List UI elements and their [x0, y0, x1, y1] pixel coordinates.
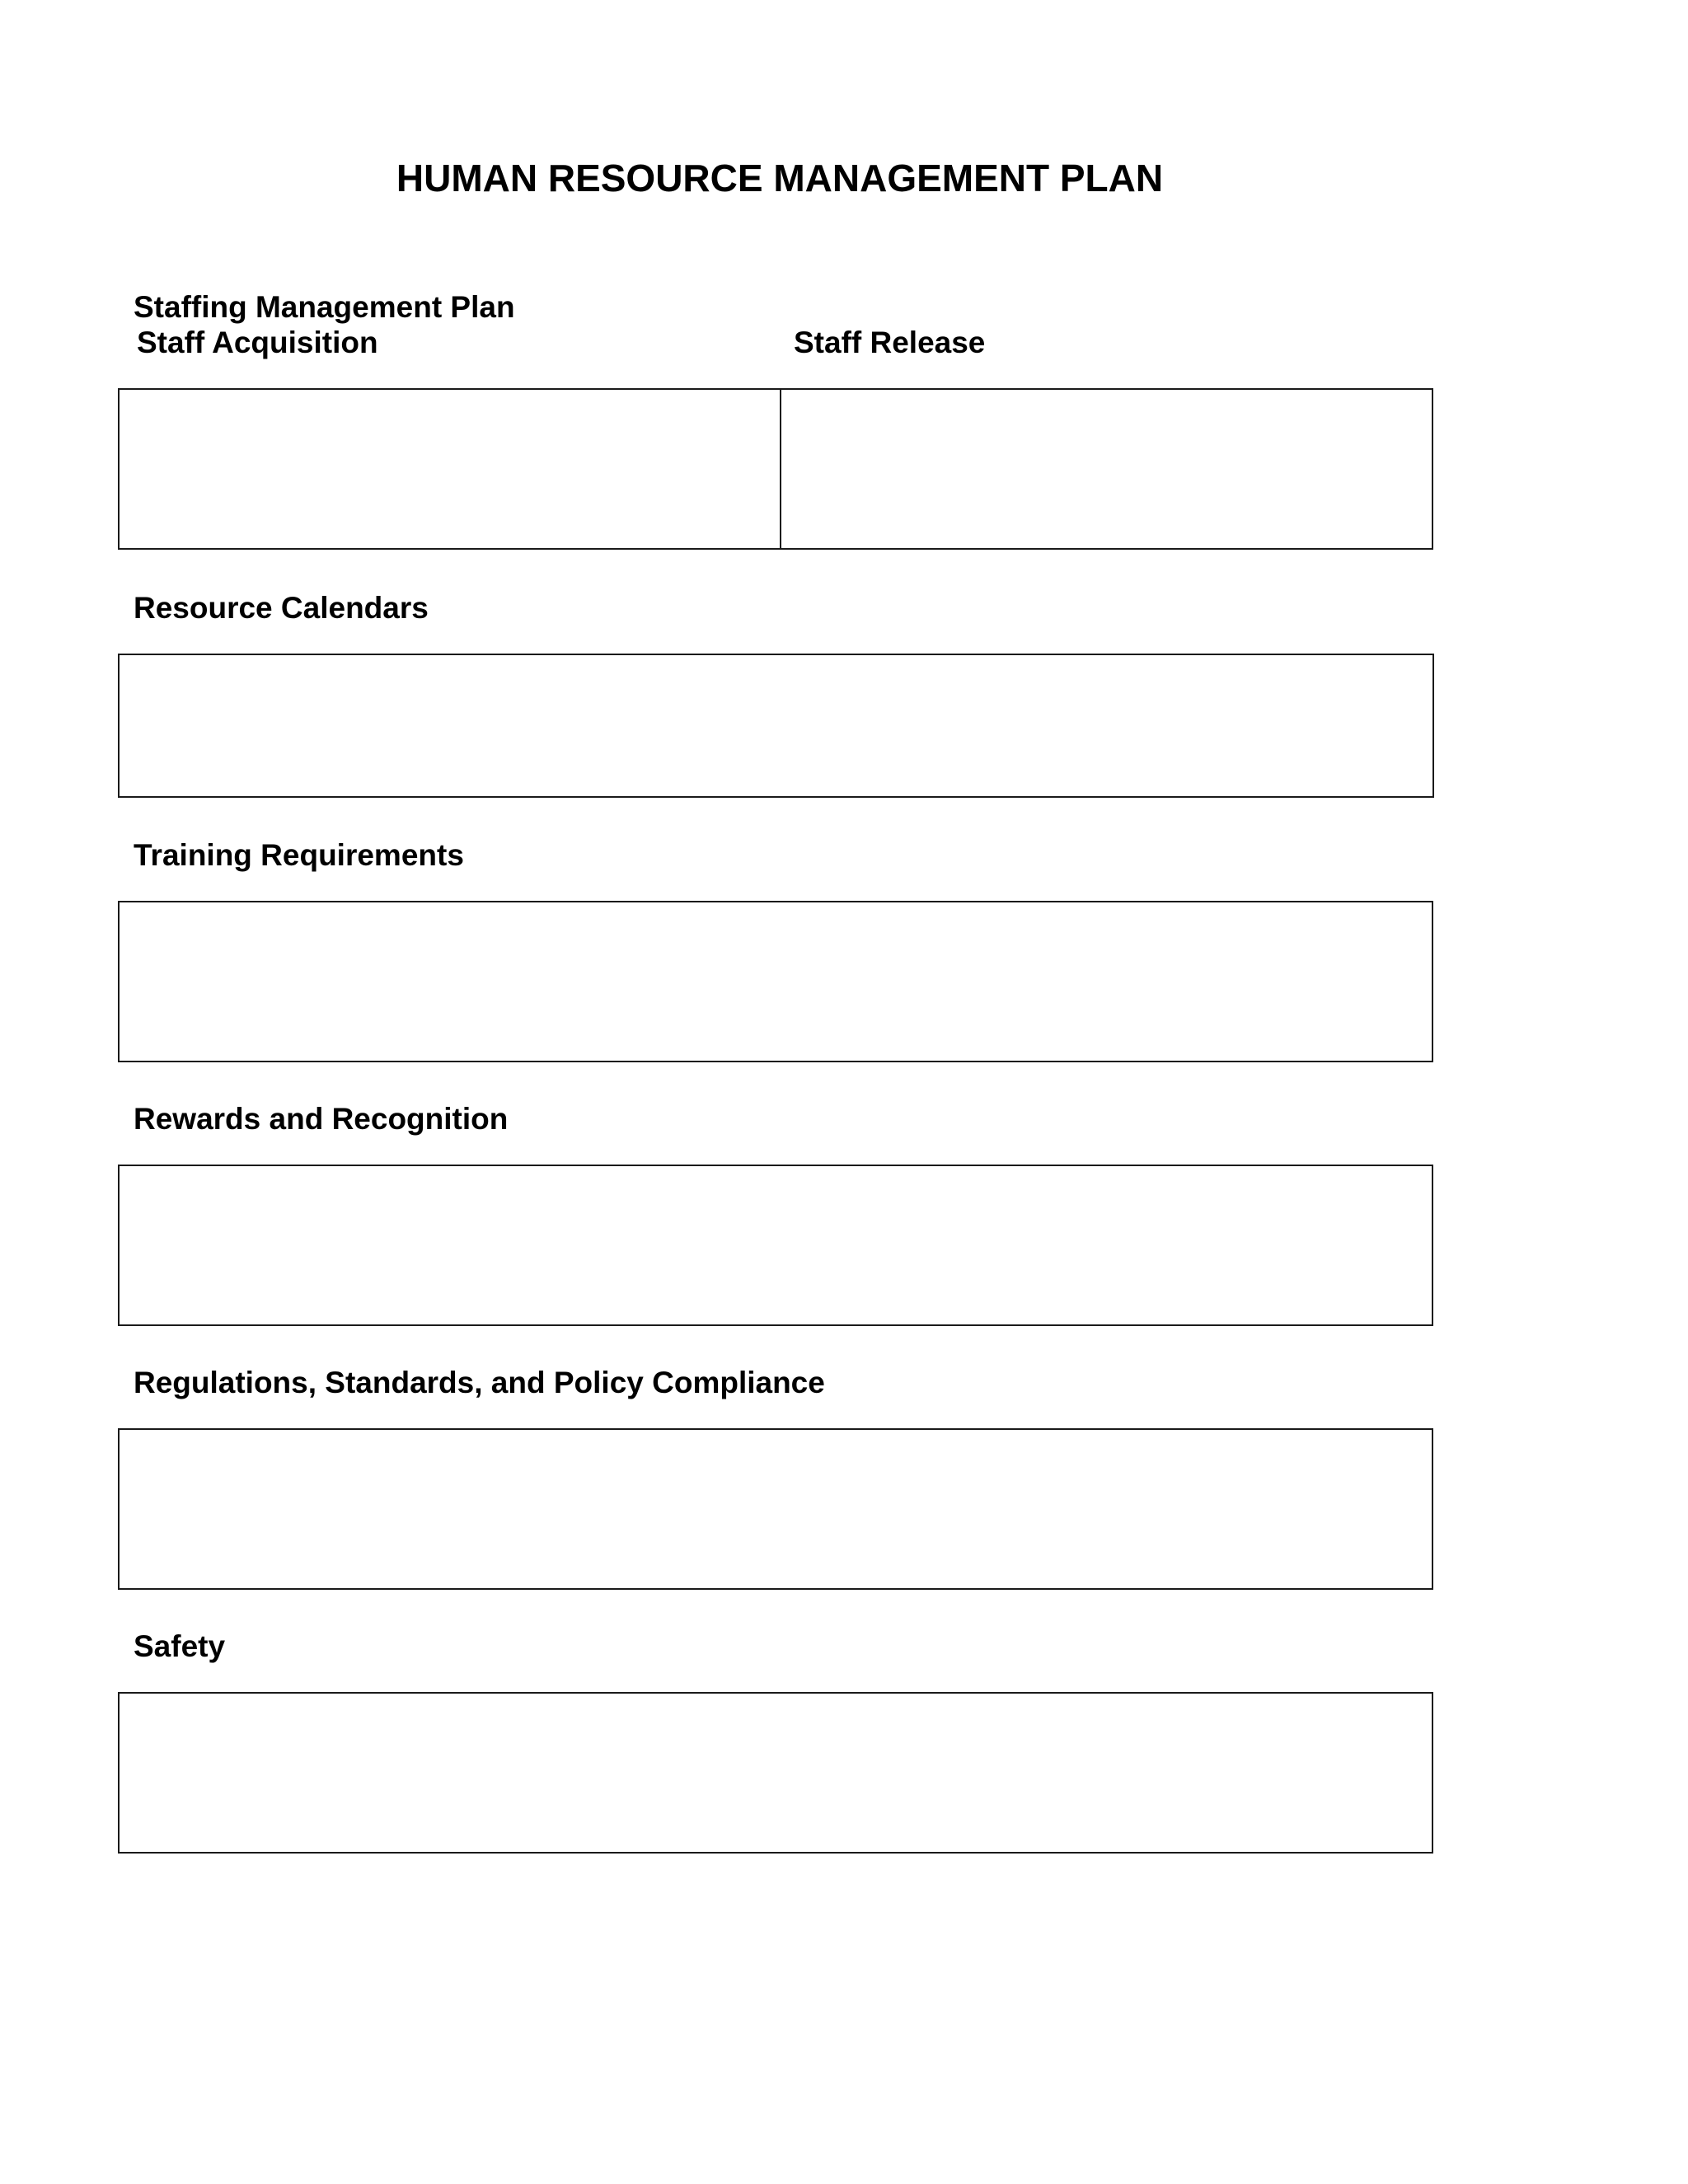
staff-acquisition-field[interactable] — [120, 390, 780, 548]
training-requirements-field[interactable] — [118, 901, 1433, 1062]
resource-calendars-field[interactable] — [118, 654, 1434, 798]
page-title: HUMAN RESOURCE MANAGEMENT PLAN — [396, 157, 1164, 199]
rewards-recognition-label: Rewards and Recognition — [134, 1102, 509, 1136]
safety-field[interactable] — [118, 1692, 1433, 1854]
rewards-recognition-field[interactable] — [118, 1165, 1433, 1326]
regulations-compliance-field[interactable] — [118, 1428, 1433, 1590]
staff-acquisition-label: Staff Acquisition — [137, 326, 378, 359]
safety-label: Safety — [134, 1629, 226, 1663]
staffing-management-heading: Staffing Management Plan — [134, 290, 515, 324]
training-requirements-label: Training Requirements — [134, 838, 464, 872]
regulations-compliance-label: Regulations, Standards, and Policy Compliance — [134, 1366, 825, 1399]
staff-release-field[interactable] — [781, 390, 1432, 548]
staffing-box — [118, 388, 1433, 550]
resource-calendars-label: Resource Calendars — [134, 591, 429, 625]
staff-release-label: Staff Release — [794, 326, 986, 359]
